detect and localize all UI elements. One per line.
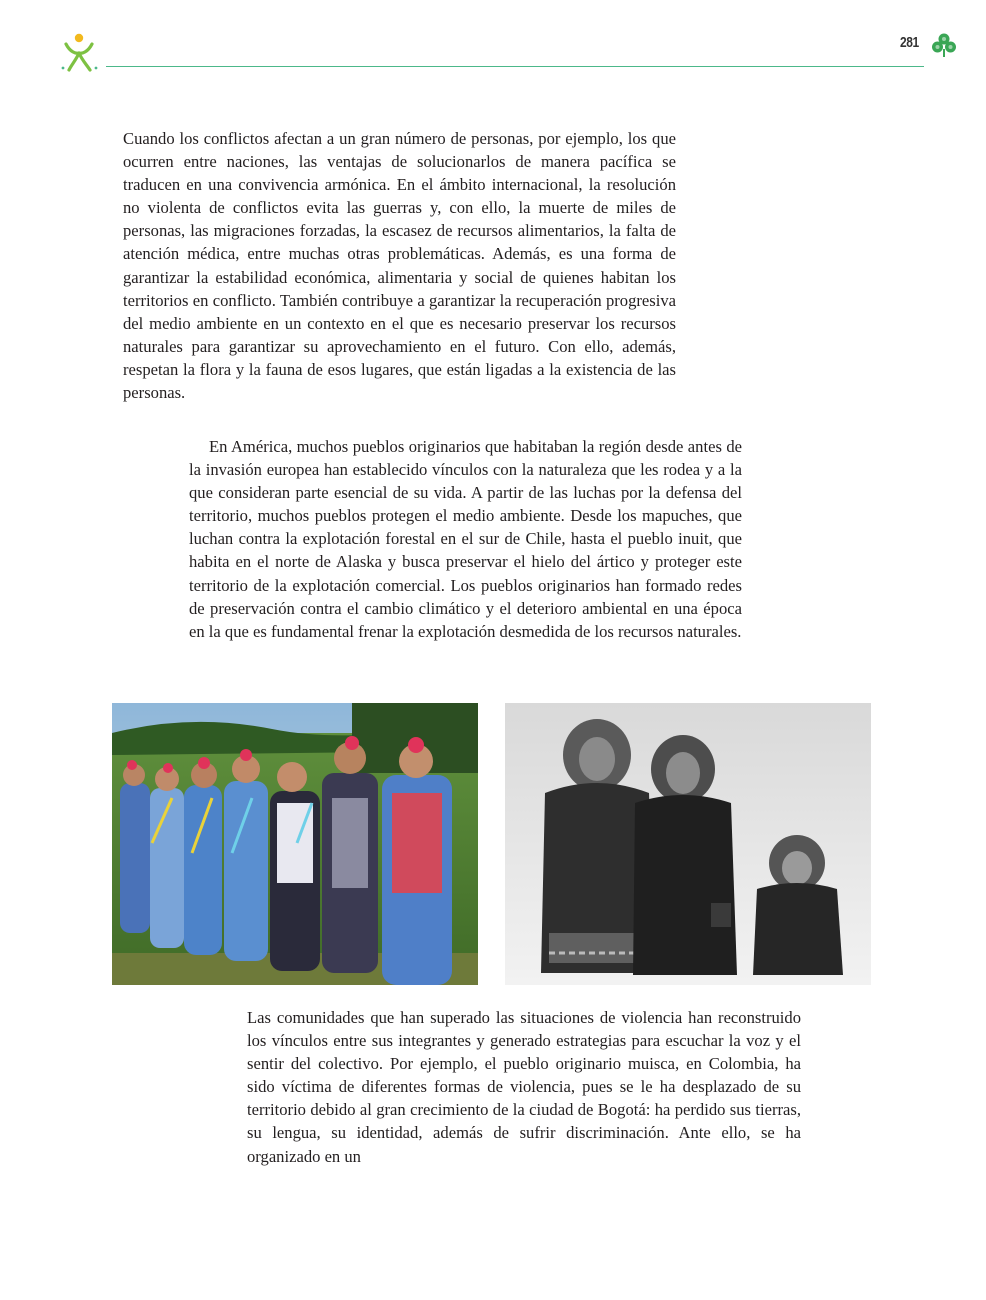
paragraph-communities: Las comunidades que han superado las situaciones de violencia han reconstruido los vínculos entre sus integrantes y generado estrategias para escuchar la voz y el sentir del colectivo. Por ejemplo, el pueblo originario muisca, en Colombia, ha sido víctima de diferentes formas de violencia, pues se le ha desplazado de su territorio debido al gran crecimiento de la ciudad de Bogotá: ha perdido sus tierras, su lengua, su identidad, además de sufrir discriminación. Ante ello, se ha organizado en un	[247, 1008, 801, 1166]
header-rule	[106, 66, 924, 67]
paragraph-indigenous-peoples: En América, muchos pueblos originarios que habitaban la región desde antes de la invasión europea han establecido vínculos con la naturaleza que les rodea y a la que consideran parte esencial de su vida. A partir de las luchas por la defensa del territorio, muchos pueblos protegen el medio ambiente. Desde los mapuches, que luchan contra la explotación forestal en el sur de Chile, hasta el pueblo inuit, que habita en el norte de Alaska y busca preservar el hielo del ártico y proteger este territorio de la explotación comercial. Los pueblos originarios han formado redes de preservación contra el cambio climático y el deterioro ambiental en una época en la que es fundamental frenar la explotación desmedida de los recursos naturales.	[189, 437, 742, 641]
human-figure-logo-icon	[56, 30, 102, 74]
inuit-family-photo	[505, 703, 871, 985]
mapuche-women-photo	[112, 703, 478, 985]
page-number: 281	[900, 34, 919, 51]
paragraph-conflicts: Cuando los conflictos afectan a un gran número de personas, por ejemplo, los que ocurren entre naciones, las ventajas de solucionarlos de manera pacífica se traducen en una convivencia armónica. En el ámbito internacional, la resolución no violenta de conflictos evita las guerras y, con ello, la muerte de miles de personas, las migraciones forzadas, la escasez de recursos alimentarios, la falta de atención médica, entre muchas otras problemáticas. Además, es una forma de garantizar la estabilidad económica, alimentaria y social de quienes habitan los territorios en conflicto. También contribuye a garantizar la recuperación progresiva del medio ambiente en un contexto en el que es necesario preservar los recursos naturales para garantizar su aprovechamiento en el futuro. Con ello, además, respetan la flora y la fauna de esos lugares, que están ligadas a la existencia de las personas.	[123, 129, 676, 403]
clover-icon	[930, 32, 958, 58]
